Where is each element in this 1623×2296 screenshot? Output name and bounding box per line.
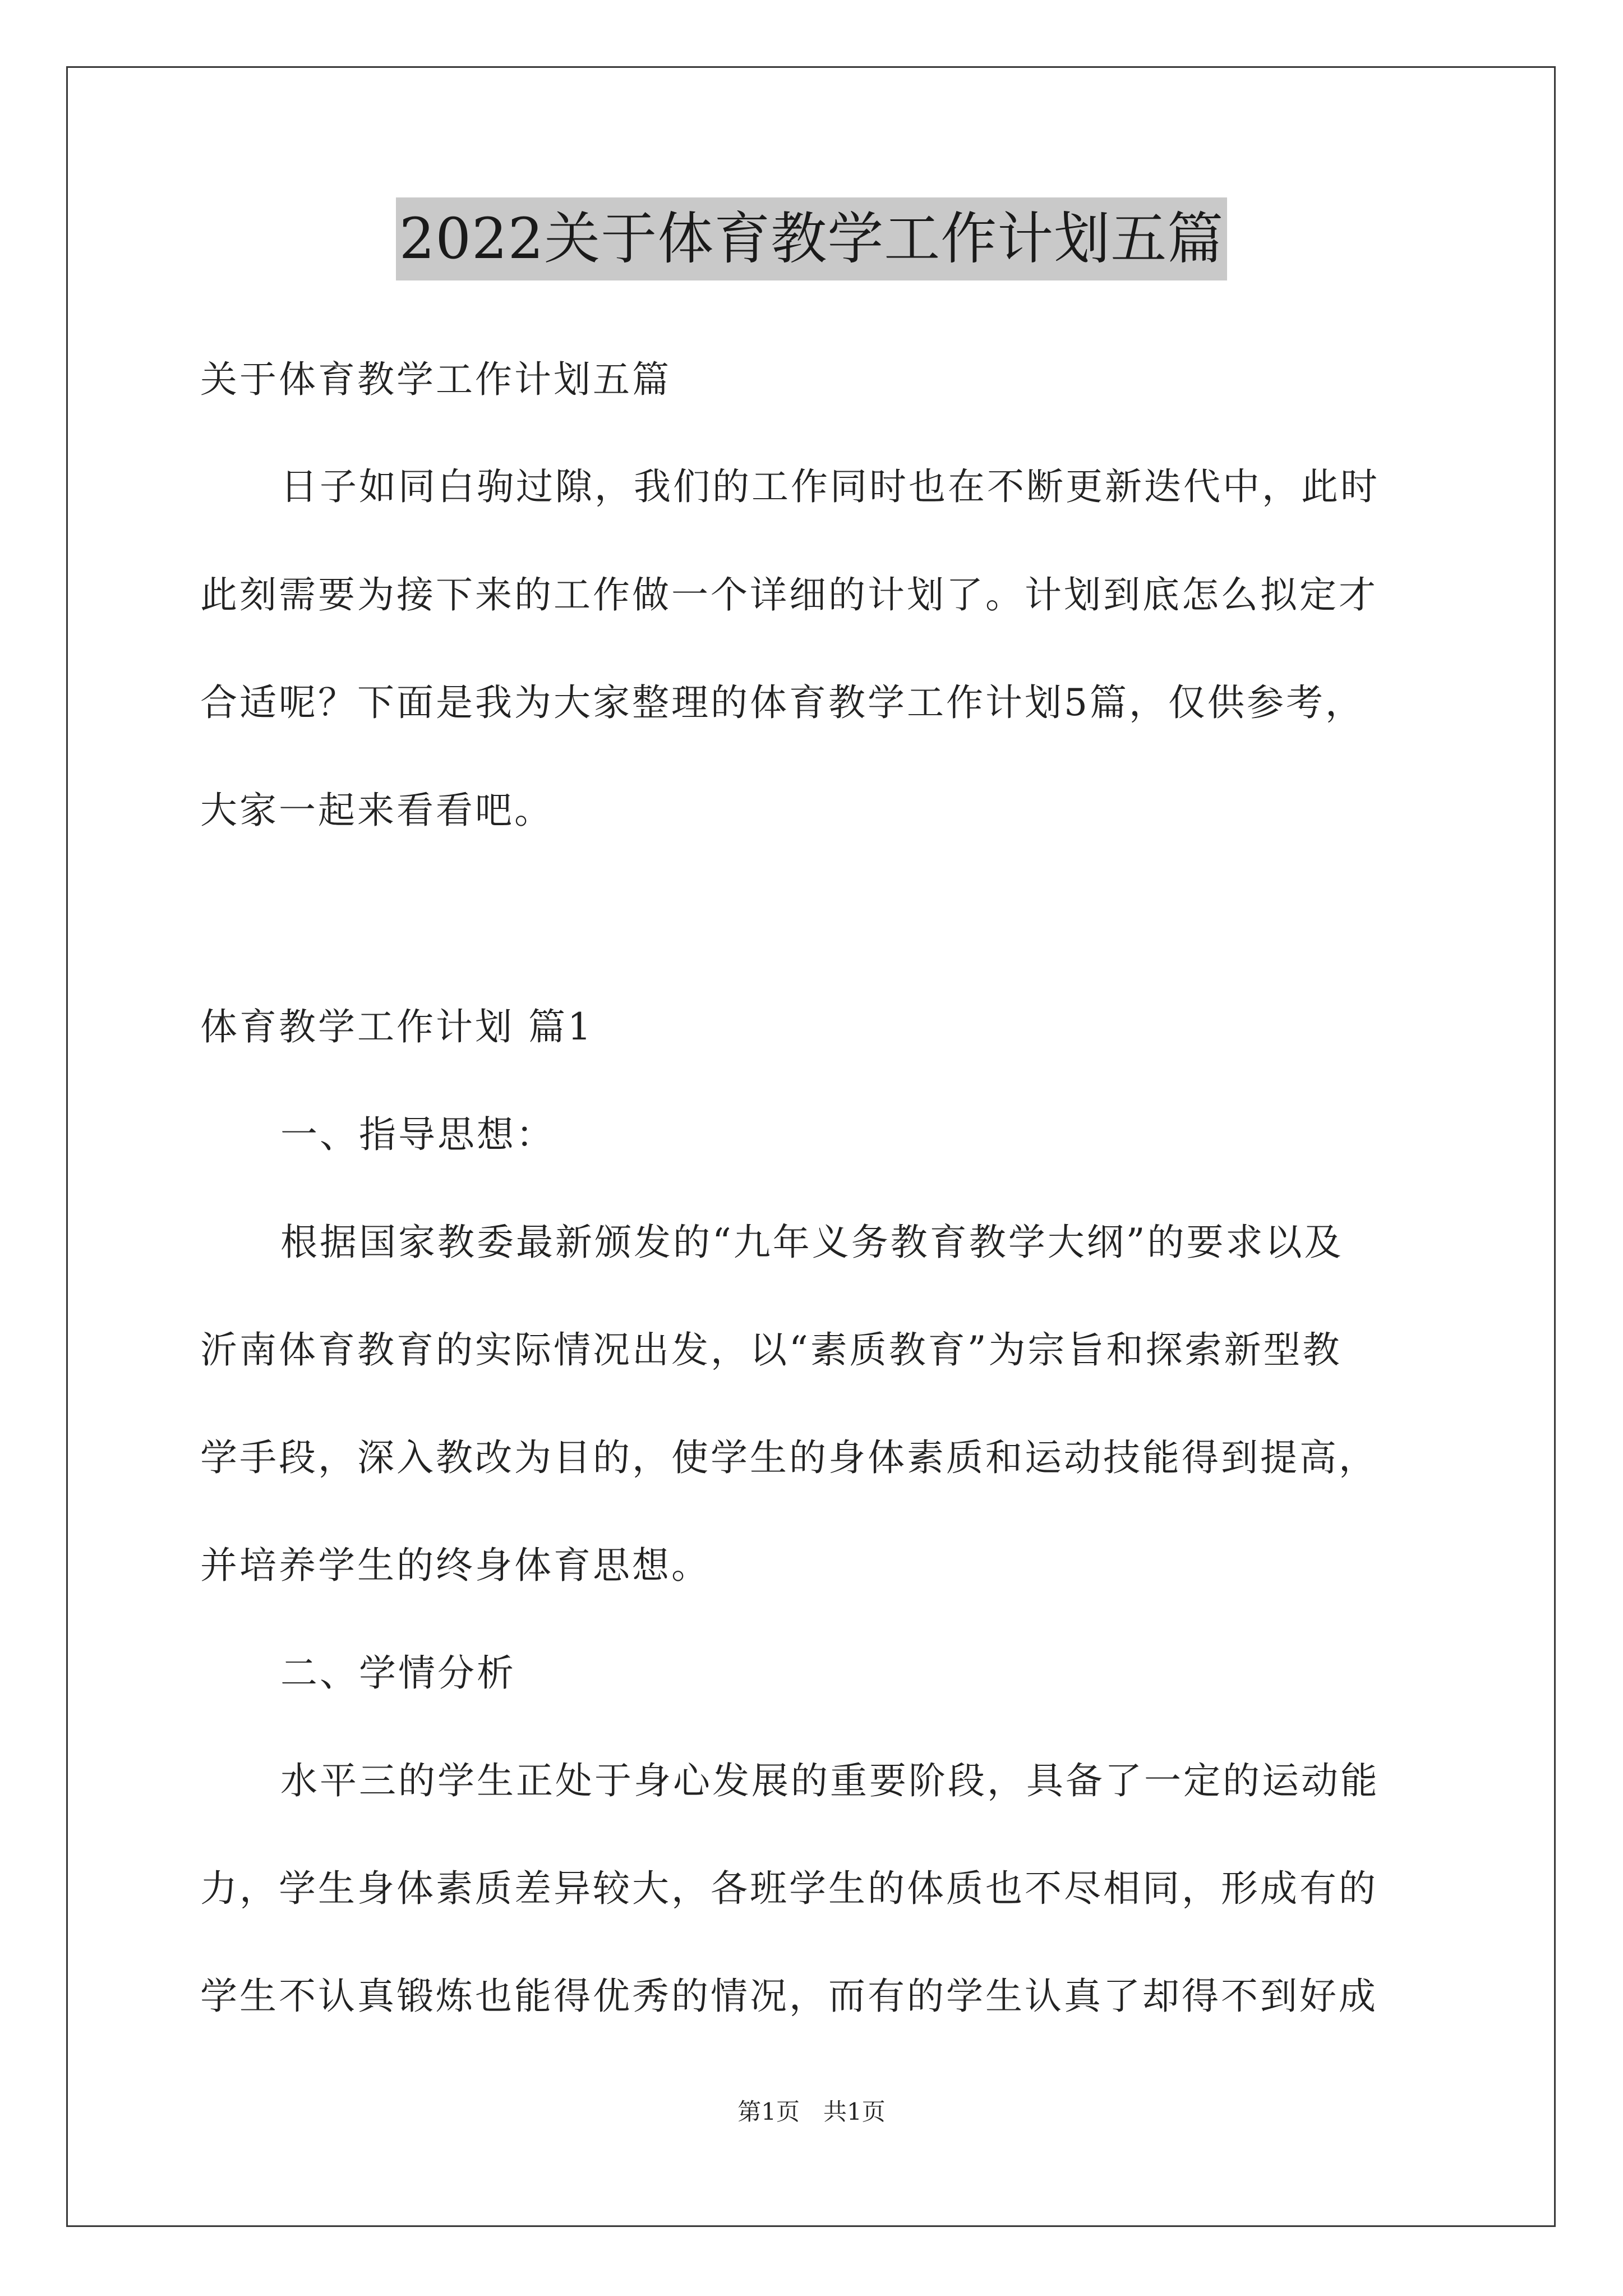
paragraph-line: 日子如同白驹过隙，我们的工作同时也在不断更新迭代中，此时 (280, 465, 1380, 508)
section-heading: 体育教学工作计划 篇1 (200, 1005, 593, 1048)
subheading-line: 二、学情分析 (280, 1651, 516, 1695)
paragraph-line: 力，学生身体素质差异较大，各班学生的体质也不尽相同，形成有的 (200, 1867, 1378, 1910)
paragraph-line: 大家一起来看看吧。 (200, 789, 554, 832)
subheading-line: 一、指导思想： (280, 1113, 555, 1156)
paragraph-line: 合适呢？下面是我为大家整理的体育教学工作计划5篇，仅供参考， (200, 681, 1364, 724)
paragraph-line: 学手段，深入教改为目的，使学生的身体素质和运动技能得到提高， (200, 1436, 1378, 1479)
paragraph-line: 学生不认真锻炼也能得优秀的情况，而有的学生认真了却得不到好成 (200, 1975, 1378, 2018)
page-footer: 第1页 共1页 (737, 2098, 886, 2125)
paragraph-line: 根据国家教委最新颁发的“九年义务教育教学大纲”的要求以及 (280, 1221, 1344, 1264)
paragraph-line: 水平三的学生正处于身心发展的重要阶段，具备了一定的运动能 (280, 1759, 1380, 1802)
subtitle-line: 关于体育教学工作计划五篇 (200, 358, 671, 401)
title-container (0, 197, 1623, 280)
paragraph-line: 沂南体育教育的实际情况出发，以“素质教育”为宗旨和探索新型教 (200, 1328, 1342, 1372)
paragraph-line: 此刻需要为接下来的工作做一个详细的计划了。计划到底怎么拟定才 (200, 573, 1378, 616)
paragraph-line: 并培养学生的终身体育思想。 (200, 1544, 711, 1587)
document-title: 2022关于体育教学工作计划五篇 (396, 197, 1228, 280)
